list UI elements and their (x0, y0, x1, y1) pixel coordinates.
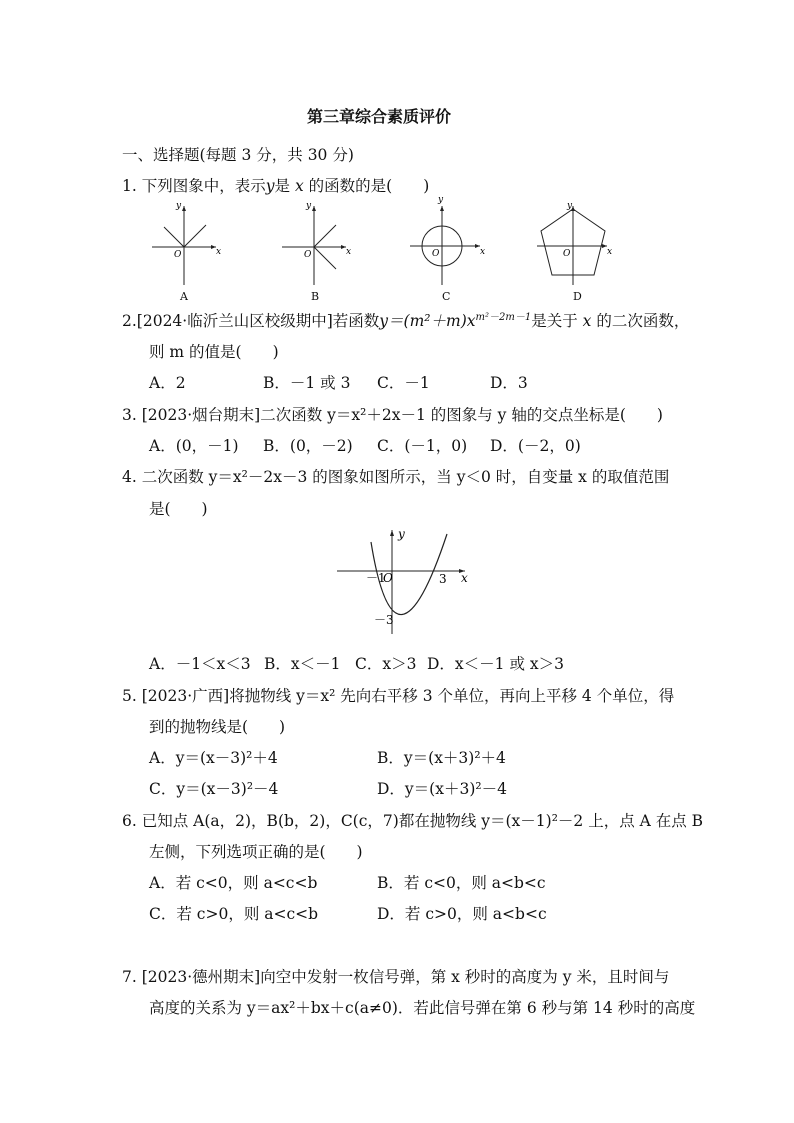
graph-a (150, 203, 225, 285)
question-7-line2: 高度的关系为 y＝ax²＋bx＋c(a≠0)．若此信号弹在第 6 秒与第 14 秒时的高度 (149, 999, 696, 1017)
svg-text:x: x (216, 247, 222, 257)
option-c: C．－1 (377, 374, 430, 392)
graph-c-label: C (442, 290, 451, 303)
graph-intercept-neg3: －3 (374, 613, 394, 627)
graph-root-3: 3 (439, 572, 447, 586)
option-d: D．若 c>0，则 a<b<c (377, 905, 547, 923)
option-c: C．(－1，0) (377, 437, 468, 455)
question-6-stem (122, 811, 703, 831)
option-c: C．y＝(x－3)²－4 (149, 780, 279, 798)
svg-text:O: O (304, 250, 312, 260)
question-text: 是 (274, 177, 291, 195)
option-d: D．x＜－1 或 x＞3 (427, 655, 564, 673)
option-b: B．－1 或 3 (263, 374, 351, 392)
question-5-stem (122, 686, 674, 706)
option-a: A．若 c<0，则 a<c<b (149, 874, 318, 892)
option-b: B．x＜－1 (264, 655, 341, 673)
graph-d-label: D (573, 290, 582, 303)
graph-x-label: x (461, 571, 468, 585)
question-number: 6. (122, 812, 137, 830)
option-d: D．(－2，0) (490, 437, 581, 455)
option-a: A．y＝(x－3)²＋4 (149, 749, 278, 767)
option-c: C．若 c>0，则 a<c<b (149, 905, 319, 923)
question-7-stem (122, 967, 669, 987)
function-exponent: m²－2m－1 (475, 312, 532, 323)
function-expression: y＝(m²＋m)x (379, 312, 476, 330)
question-4-line2: 是( ) (149, 500, 208, 518)
option-b: B．(0，－2) (263, 437, 353, 455)
graph-b-label: B (311, 290, 320, 303)
svg-text:O: O (174, 250, 182, 260)
question-2-line2: 则 m 的值是( ) (149, 343, 279, 361)
section-heading: 一、选择题(每题 3 分，共 30 分) (122, 146, 354, 164)
question-2-stem (122, 311, 689, 331)
question-5-line2: 到的抛物线是( ) (149, 718, 286, 736)
option-b: B．y＝(x＋3)²＋4 (377, 749, 506, 767)
var-x: x (582, 312, 592, 330)
question-number: 2. (122, 312, 137, 330)
graph-c (408, 195, 488, 285)
question-text: [2023·广西]将抛物线 y＝x² 先向右平移 3 个单位，再向上平移 4 个单位，得 (141, 687, 675, 705)
question-4-stem (122, 467, 669, 487)
question-text: 若函数 (332, 312, 380, 330)
graph-d (535, 203, 615, 285)
question-text: 的函数的是( ) (308, 177, 430, 195)
question-text: 下列图象中，表示 (141, 177, 266, 195)
question-text: 的二次函数， (596, 312, 690, 330)
question-1-stem (122, 176, 429, 196)
var-x: x (294, 177, 304, 195)
parabola-graph (335, 526, 475, 636)
svg-text:y: y (176, 201, 182, 211)
option-a: A．2 (149, 374, 186, 392)
svg-text:y: y (306, 201, 312, 211)
question-number: 1. (122, 177, 137, 195)
option-b: B．若 c<0，则 a<b<c (377, 874, 546, 892)
option-a: A．(0，－1) (149, 437, 239, 455)
graph-origin-label: O (383, 571, 393, 585)
graph-y-label: y (398, 527, 405, 541)
question-6-line2: 左侧，下列选项正确的是( ) (149, 843, 363, 861)
option-a: A．－1＜x＜3 (149, 655, 251, 673)
question-3-stem (122, 405, 663, 425)
graph-b (280, 203, 355, 285)
option-c: C．x＞3 (355, 655, 417, 673)
option-d: D．3 (490, 374, 528, 392)
question-number: 4. (122, 468, 137, 486)
var-y: y (265, 177, 275, 195)
question-text: [2023·德州期末]向空中发射一枚信号弹，第 x 秒时的高度为 y 米，且时间与 (141, 968, 670, 986)
graph-root-neg1: －1 (366, 571, 386, 585)
question-source: [2024·临沂兰山区校级期中] (136, 312, 333, 330)
question-text: 二次函数 y＝x²－2x－3 的图象如图所示，当 y＜0 时，自变量 x 的取值范围 (141, 468, 670, 486)
svg-text:x: x (480, 247, 486, 257)
option-d: D．y＝(x＋3)²－4 (377, 780, 507, 798)
svg-text:y: y (438, 195, 444, 205)
question-number: 5. (122, 687, 137, 705)
question-text: [2023·烟台期末]二次函数 y＝x²＋2x－1 的图象与 y 轴的交点坐标是( ) (141, 406, 663, 424)
question-text: 已知点 A(a，2)，B(b，2)，C(c，7)都在抛物线 y＝(x－1)²－2 上，点 A 在点 B (141, 812, 704, 830)
svg-text:x: x (346, 247, 352, 257)
svg-text:O: O (432, 249, 440, 259)
svg-text:y: y (567, 201, 573, 211)
svg-text:O: O (563, 249, 571, 259)
svg-text:x: x (607, 247, 613, 257)
question-number: 3. (122, 406, 137, 424)
question-number: 7. (122, 968, 137, 986)
page-title: 第三章综合素质评价 (307, 107, 452, 126)
question-text: 是关于 (531, 312, 578, 330)
graph-a-label: A (180, 290, 188, 303)
